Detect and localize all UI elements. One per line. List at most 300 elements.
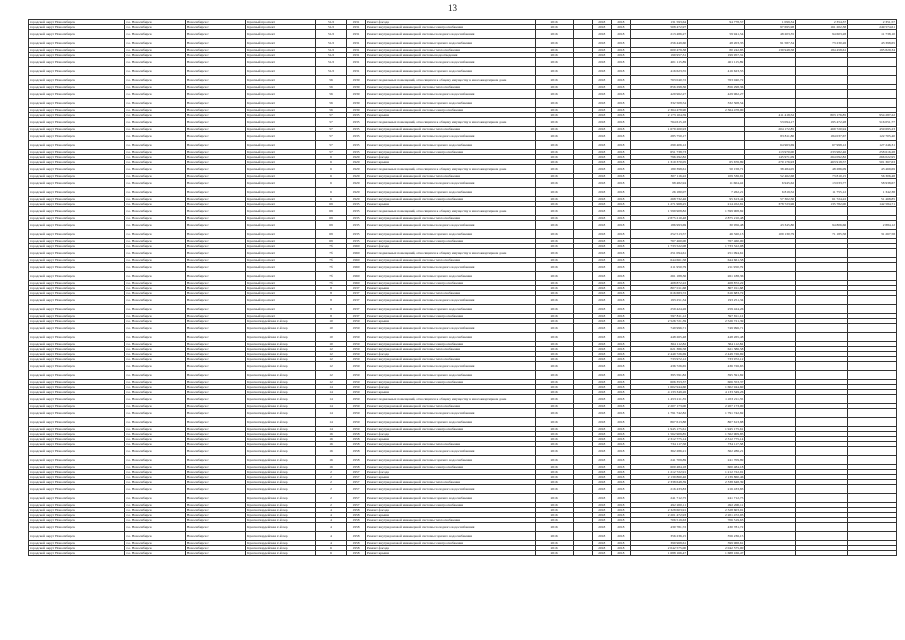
cost-part-3-cell xyxy=(796,371,848,380)
end-year-cell: 2018 xyxy=(611,25,630,30)
end-year-cell: 2018 xyxy=(611,409,630,418)
total-cost-cell: 259 424,26 xyxy=(630,305,687,314)
cost-part-4-cell xyxy=(848,418,897,427)
end-year-cell: 2018 xyxy=(611,352,630,357)
settlement-cell: г.о. Новосибирск xyxy=(125,485,185,494)
end-year-cell: 2018 xyxy=(611,371,630,380)
table-row xyxy=(29,551,897,556)
total-cost-cell: 2 042 575,00 xyxy=(630,546,687,551)
house-number-cell: 4 xyxy=(316,513,347,518)
street-cell: Красногвардейская 2-й пер xyxy=(246,475,316,480)
work-type-cell: Ремонт внутридомовой инженерной системы теплоснабжения xyxy=(365,85,535,90)
settlement-cell: г.о. Новосибирск xyxy=(125,362,185,371)
year-built-cell: 1958 xyxy=(346,513,365,518)
city-cell: Новосибирск г xyxy=(185,324,245,333)
total-cost-cell: 2 338 648,39 xyxy=(630,480,687,485)
cost-part-1-cell: 48 203,35 xyxy=(688,39,745,48)
cost-part-1-cell: 734 117,58 xyxy=(688,442,745,447)
end-year-cell: 2018 xyxy=(611,347,630,352)
cost-part-2-cell: 109 130,79 xyxy=(745,230,796,239)
cost-part-1-cell: 199 957,31 xyxy=(688,53,745,58)
house-number-cell: 12 xyxy=(316,362,347,371)
year-built-cell: 1929 xyxy=(346,155,365,160)
cost-part-1-cell: 706 519,63 xyxy=(688,518,745,523)
plan-year-cell: 2016 xyxy=(535,216,573,221)
street-cell: Красный проспект xyxy=(246,25,316,30)
house-number-cell: 51/2 xyxy=(316,53,347,58)
work-type-cell: Ремонт крыши xyxy=(365,113,535,118)
plan-year-cell: 2016 xyxy=(535,202,573,207)
start-year-cell: 2018 xyxy=(592,470,611,475)
house-number-cell: 69 xyxy=(316,207,347,216)
start-year-cell: 2018 xyxy=(592,141,611,150)
cost-part-2-cell xyxy=(745,409,796,418)
settlement-cell: г.о. Новосибирск xyxy=(125,202,185,207)
total-cost-cell: 767 460,00 xyxy=(630,239,687,244)
house-number-cell: 2 xyxy=(316,475,347,480)
house-number-cell: 56 xyxy=(316,76,347,85)
city-cell: Новосибирск г xyxy=(185,99,245,108)
year-built-cell: 1931 xyxy=(346,48,365,53)
total-cost-cell: 261 188,36 xyxy=(630,272,687,281)
plan-year-cell: 2016 xyxy=(535,85,573,90)
work-type-cell: Ремонт внутридомовой инженерной системы теплоснабжения xyxy=(365,480,535,485)
work-type-cell: Ремонт крыши xyxy=(365,160,535,165)
work-type-cell: Ремонт крыши xyxy=(365,475,535,480)
year-built-cell: 1957 xyxy=(346,503,365,508)
municipality-cell: городской округ Новосибирск xyxy=(29,475,125,480)
settlement-cell: г.о. Новосибирск xyxy=(125,432,185,437)
table-row xyxy=(29,395,897,404)
cost-part-3-cell: 195 472,28 xyxy=(796,118,848,127)
city-cell: Новосибирск г xyxy=(185,165,245,174)
cost-part-2-cell xyxy=(745,362,796,371)
cost-part-2-cell: 97 695,98 xyxy=(745,25,796,30)
plan-year-cell: 2016 xyxy=(535,475,573,480)
end-year-cell: 2018 xyxy=(611,155,630,160)
cost-part-1-cell: 193 251,34 xyxy=(688,296,745,305)
street-cell: Красный проспект xyxy=(246,305,316,314)
work-type-cell: Ремонт внутридомовой инженерной системы электроснабжения xyxy=(365,427,535,432)
house-number-cell: 10 xyxy=(316,342,347,347)
city-cell: Новосибирск г xyxy=(185,385,245,390)
street-cell: Красногвардейская 2-й пер xyxy=(246,546,316,551)
municipality-cell: городской округ Новосибирск xyxy=(29,503,125,508)
plan-year-cell: 2016 xyxy=(535,447,573,456)
period-cell xyxy=(573,263,592,272)
settlement-cell: г.о. Новосибирск xyxy=(125,532,185,541)
street-cell: Красногвардейская 2-й пер xyxy=(246,503,316,508)
total-cost-cell: 2 364 478,90 xyxy=(630,108,687,113)
work-type-cell: Ремонт внутридомовой инженерной системы горячего водоснабжения xyxy=(365,418,535,427)
settlement-cell: г.о. Новосибирск xyxy=(125,258,185,263)
cost-part-3-cell: 94 806,66 xyxy=(796,221,848,230)
cost-part-2-cell xyxy=(745,447,796,456)
work-type-cell: Ремонт внутридомовой инженерной системы теплоснабжения xyxy=(365,518,535,523)
settlement-cell: г.о. Новосибирск xyxy=(125,108,185,113)
house-number-cell: 8 xyxy=(316,305,347,314)
cost-part-3-cell: 73 810,15 xyxy=(796,174,848,179)
house-number-cell: 51/2 xyxy=(316,48,347,53)
city-cell: Новосибирск г xyxy=(185,286,245,291)
cost-part-2-cell: 411 418,52 xyxy=(745,113,796,118)
plan-year-cell: 2016 xyxy=(535,30,573,39)
settlement-cell: г.о. Новосибирск xyxy=(125,99,185,108)
municipality-cell: городской округ Новосибирск xyxy=(29,258,125,263)
city-cell: Новосибирск г xyxy=(185,90,245,99)
period-cell xyxy=(573,221,592,230)
end-year-cell: 2018 xyxy=(611,118,630,127)
cost-part-3-cell xyxy=(796,395,848,404)
work-type-cell: Ремонт внутридомовой инженерной системы теплоснабжения xyxy=(365,127,535,132)
end-year-cell: 2018 xyxy=(611,281,630,286)
city-cell: Новосибирск г xyxy=(185,174,245,179)
year-built-cell: 1958 xyxy=(346,447,365,456)
cost-part-3-cell: 184 458,61 xyxy=(796,48,848,53)
street-cell: Красный проспект xyxy=(246,197,316,202)
house-number-cell: 51/2 xyxy=(316,39,347,48)
start-year-cell: 2018 xyxy=(592,518,611,523)
year-built-cell: 1960 xyxy=(346,244,365,249)
year-built-cell: 1960 xyxy=(346,263,365,272)
city-cell: Новосибирск г xyxy=(185,513,245,518)
cost-part-4-cell: 58 938,67 xyxy=(848,179,897,188)
work-type-cell: Ремонт внутридомовой инженерной системы горячего водоснабжения xyxy=(365,99,535,108)
house-number-cell: 56 xyxy=(316,90,347,99)
cost-part-1-cell: 46 320,13 xyxy=(688,230,745,239)
total-cost-cell: 600 484,18 xyxy=(630,465,687,470)
street-cell: Красногвардейская 2-й пер xyxy=(246,541,316,546)
city-cell: Новосибирск г xyxy=(185,25,245,30)
municipality-cell: городской округ Новосибирск xyxy=(29,58,125,67)
total-cost-cell: 448 265,48 xyxy=(630,333,687,342)
cost-part-1-cell: 2 449 726,69 xyxy=(688,352,745,357)
end-year-cell: 2018 xyxy=(611,67,630,76)
settlement-cell: г.о. Новосибирск xyxy=(125,437,185,442)
plan-year-cell: 2016 xyxy=(535,508,573,513)
city-cell: Новосибирск г xyxy=(185,202,245,207)
city-cell: Новосибирск г xyxy=(185,188,245,197)
municipality-cell: городской округ Новосибирск xyxy=(29,202,125,207)
total-cost-cell: 651 738,73 xyxy=(630,150,687,155)
cost-part-4-cell xyxy=(848,551,897,556)
city-cell: Новосибирск г xyxy=(185,67,245,76)
city-cell: Новосибирск г xyxy=(185,503,245,508)
work-type-cell: Ремонт внутридомовой инженерной системы электроснабжения xyxy=(365,541,535,546)
city-cell: Новосибирск г xyxy=(185,113,245,118)
plan-year-cell: 2016 xyxy=(535,357,573,362)
start-year-cell: 2018 xyxy=(592,503,611,508)
work-type-cell: Ремонт внутридомовой инженерной системы холодного водоснабжения xyxy=(365,30,535,39)
street-cell: Красный проспект xyxy=(246,30,316,39)
house-number-cell: 4 xyxy=(316,532,347,541)
total-cost-cell: 241 712,75 xyxy=(630,494,687,503)
table-row xyxy=(29,272,897,281)
city-cell: Новосибирск г xyxy=(185,314,245,319)
table-row xyxy=(29,132,897,141)
end-year-cell: 2018 xyxy=(611,90,630,99)
settlement-cell: г.о. Новосибирск xyxy=(125,404,185,409)
city-cell: Новосибирск г xyxy=(185,442,245,447)
street-cell: Красный проспект xyxy=(246,160,316,165)
house-number-cell: 4 xyxy=(316,518,347,523)
cost-part-3-cell: 469 720,94 xyxy=(796,127,848,132)
total-cost-cell: 734 117,58 xyxy=(630,442,687,447)
end-year-cell: 2018 xyxy=(611,132,630,141)
settlement-cell: г.о. Новосибирск xyxy=(125,160,185,165)
municipality-cell: городской округ Новосибирск xyxy=(29,165,125,174)
street-cell: Красногвардейская 2-й пер xyxy=(246,494,316,503)
settlement-cell: г.о. Новосибирск xyxy=(125,380,185,385)
cost-part-4-cell xyxy=(848,523,897,532)
work-type-cell: Ремонт внутридомовой инженерной системы электроснабжения xyxy=(365,197,535,202)
table-row xyxy=(29,296,897,305)
work-type-cell: Ремонт внутридомовой инженерной системы горячего водоснабжения xyxy=(365,456,535,465)
year-built-cell: 1937 xyxy=(346,305,365,314)
table-row xyxy=(29,409,897,418)
settlement-cell: г.о. Новосибирск xyxy=(125,207,185,216)
municipality-cell: городской округ Новосибирск xyxy=(29,244,125,249)
cost-part-1-cell: 211 950,79 xyxy=(688,263,745,272)
total-cost-cell: 606 353,37 xyxy=(630,380,687,385)
cost-part-1-cell: 621 386,58 xyxy=(688,347,745,352)
total-cost-cell: 2 173 104,59 xyxy=(630,113,687,118)
year-built-cell: 1959 xyxy=(346,324,365,333)
work-type-cell: Ремонт фасада xyxy=(365,508,535,513)
end-year-cell: 2018 xyxy=(611,447,630,456)
table-row xyxy=(29,67,897,76)
start-year-cell: 2018 xyxy=(592,305,611,314)
period-cell xyxy=(573,90,592,99)
plan-year-cell: 2016 xyxy=(535,418,573,427)
period-cell xyxy=(573,395,592,404)
table-row xyxy=(29,447,897,456)
end-year-cell: 2018 xyxy=(611,230,630,239)
street-cell: Красный проспект xyxy=(246,155,316,160)
house-number-cell: 6 xyxy=(316,179,347,188)
plan-year-cell: 2016 xyxy=(535,90,573,99)
start-year-cell: 2018 xyxy=(592,395,611,404)
settlement-cell: г.о. Новосибирск xyxy=(125,546,185,551)
end-year-cell: 2018 xyxy=(611,314,630,319)
period-cell xyxy=(573,118,592,127)
year-built-cell: 1935 xyxy=(346,113,365,118)
cost-part-1-cell: 2 526 721,39 xyxy=(688,319,745,324)
end-year-cell: 2018 xyxy=(611,160,630,165)
table-row xyxy=(29,179,897,188)
city-cell: Новосибирск г xyxy=(185,508,245,513)
settlement-cell: г.о. Новосибирск xyxy=(125,319,185,324)
cost-part-4-cell xyxy=(848,371,897,380)
settlement-cell: г.о. Новосибирск xyxy=(125,174,185,179)
cost-part-1-cell xyxy=(688,132,745,141)
work-type-cell: Ремонт внутридомовой инженерной системы холодного водоснабжения xyxy=(365,409,535,418)
start-year-cell: 2018 xyxy=(592,165,611,174)
plan-year-cell: 2016 xyxy=(535,296,573,305)
start-year-cell: 2018 xyxy=(592,286,611,291)
cost-part-1-cell: 1 453 211,35 xyxy=(688,395,745,404)
total-cost-cell: 256 449,60 xyxy=(630,39,687,48)
end-year-cell: 2018 xyxy=(611,324,630,333)
settlement-cell: г.о. Новосибирск xyxy=(125,76,185,85)
settlement-cell: г.о. Новосибирск xyxy=(125,48,185,53)
end-year-cell: 2018 xyxy=(611,442,630,447)
city-cell: Новосибирск г xyxy=(185,418,245,427)
cost-part-1-cell: 436 726,65 xyxy=(688,362,745,371)
house-number-cell: 16 xyxy=(316,456,347,465)
total-cost-cell: 98 482,94 xyxy=(630,179,687,188)
plan-year-cell: 2016 xyxy=(535,258,573,263)
municipality-cell: городской округ Новосибирск xyxy=(29,281,125,286)
work-type-cell: Ремонт фасада xyxy=(365,20,535,25)
cost-part-4-cell: 258 616,28 xyxy=(848,150,897,155)
plan-year-cell: 2016 xyxy=(535,503,573,508)
plan-year-cell: 2016 xyxy=(535,141,573,150)
work-type-cell: Ремонт внутридомовой инженерной системы электроснабжения xyxy=(365,150,535,155)
cost-part-3-cell xyxy=(796,58,848,67)
work-type-cell: Ремонт внутридомовой инженерной системы холодного водоснабжения xyxy=(365,179,535,188)
work-type-cell: Ремонт внутридомовой инженерной системы холодного водоснабжения xyxy=(365,523,535,532)
start-year-cell: 2018 xyxy=(592,197,611,202)
total-cost-cell: 1 599 908,82 xyxy=(630,207,687,216)
house-number-cell: 69 xyxy=(316,239,347,244)
cost-part-4-cell xyxy=(848,58,897,67)
total-cost-cell: 1 733 522,08 xyxy=(630,244,687,249)
year-built-cell: 1929 xyxy=(346,197,365,202)
cost-part-2-cell xyxy=(745,90,796,99)
street-cell: Красный проспект xyxy=(246,85,316,90)
city-cell: Новосибирск г xyxy=(185,546,245,551)
street-cell: Красный проспект xyxy=(246,291,316,296)
total-cost-cell: 401 115,89 xyxy=(630,58,687,67)
work-type-cell: Ремонт подвальных помещений, относящихся к общему имуществу в многоквартирном доме xyxy=(365,165,535,174)
municipality-cell: городской округ Новосибирск xyxy=(29,155,125,160)
cost-part-3-cell xyxy=(796,456,848,465)
start-year-cell: 2018 xyxy=(592,432,611,437)
year-built-cell: 1931 xyxy=(346,39,365,48)
cost-part-1-cell: 59 941,54 xyxy=(688,30,745,39)
cost-part-3-cell: 264 092,82 xyxy=(796,155,848,160)
period-cell xyxy=(573,179,592,188)
settlement-cell: г.о. Новосибирск xyxy=(125,395,185,404)
cost-part-1-cell: 362 286,21 xyxy=(688,447,745,456)
cost-part-1-cell: 1 599 908,82 xyxy=(688,207,745,216)
municipality-cell: городской округ Новосибирск xyxy=(29,319,125,324)
year-built-cell: 1959 xyxy=(346,371,365,380)
work-type-cell: Ремонт внутридомовой инженерной системы теплоснабжения xyxy=(365,404,535,409)
city-cell: Новосибирск г xyxy=(185,437,245,442)
table-row xyxy=(29,99,897,108)
end-year-cell: 2018 xyxy=(611,485,630,494)
plan-year-cell: 2016 xyxy=(535,197,573,202)
work-type-cell: Ремонт внутридомовой инженерной системы электроснабжения xyxy=(365,503,535,508)
plan-year-cell: 2016 xyxy=(535,179,573,188)
cost-part-1-cell: 80 242,85 xyxy=(688,48,745,53)
start-year-cell: 2018 xyxy=(592,179,611,188)
start-year-cell: 2018 xyxy=(592,272,611,281)
city-cell: Новосибирск г xyxy=(185,85,245,90)
work-type-cell: Ремонт внутридомовой инженерной системы электроснабжения xyxy=(365,314,535,319)
year-built-cell: 1931 xyxy=(346,20,365,25)
period-cell xyxy=(573,305,592,314)
table-row xyxy=(29,324,897,333)
house-number-cell: 16 xyxy=(316,432,347,437)
municipality-cell: городской округ Новосибирск xyxy=(29,427,125,432)
work-type-cell: Ремонт крыши xyxy=(365,551,535,556)
end-year-cell: 2018 xyxy=(611,390,630,395)
work-type-cell: Ремонт фасада xyxy=(365,244,535,249)
plan-year-cell: 2016 xyxy=(535,456,573,465)
plan-year-cell: 2016 xyxy=(535,404,573,409)
total-cost-cell: 362 286,21 xyxy=(630,447,687,456)
total-cost-cell: 216 433,83 xyxy=(630,485,687,494)
end-year-cell: 2018 xyxy=(611,470,630,475)
house-number-cell: 7б xyxy=(316,272,347,281)
year-built-cell: 1958 xyxy=(346,532,365,541)
year-built-cell: 1931 xyxy=(346,30,365,39)
municipality-cell: городской округ Новосибирск xyxy=(29,296,125,305)
plan-year-cell: 2016 xyxy=(535,286,573,291)
municipality-cell: городской округ Новосибирск xyxy=(29,546,125,551)
end-year-cell: 2018 xyxy=(611,305,630,314)
work-type-cell: Ремонт внутридомовой инженерной системы электроснабжения xyxy=(365,380,535,385)
settlement-cell: г.о. Новосибирск xyxy=(125,67,185,76)
municipality-cell: городской округ Новосибирск xyxy=(29,221,125,230)
plan-year-cell: 2016 xyxy=(535,281,573,286)
start-year-cell: 2018 xyxy=(592,281,611,286)
settlement-cell: г.о. Новосибирск xyxy=(125,475,185,480)
cost-part-1-cell: 416 623,55 xyxy=(688,67,745,76)
settlement-cell: г.о. Новосибирск xyxy=(125,333,185,342)
house-number-cell: 6 xyxy=(316,160,347,165)
settlement-cell: г.о. Новосибирск xyxy=(125,281,185,286)
year-built-cell: 1935 xyxy=(346,150,365,155)
period-cell xyxy=(573,523,592,532)
start-year-cell: 2018 xyxy=(592,475,611,480)
cost-part-3-cell xyxy=(796,305,848,314)
settlement-cell: г.о. Новосибирск xyxy=(125,150,185,155)
municipality-cell: городской округ Новосибирск xyxy=(29,432,125,437)
street-cell: Красногвардейская 2-й пер xyxy=(246,432,316,437)
cost-part-3-cell xyxy=(796,296,848,305)
house-number-cell: 10 xyxy=(316,319,347,324)
plan-year-cell: 2016 xyxy=(535,432,573,437)
total-cost-cell: 1 319 370,05 xyxy=(630,160,687,165)
work-type-cell: Ремонт внутридомовой инженерной системы электроснабжения xyxy=(365,342,535,347)
cost-part-4-cell xyxy=(848,305,897,314)
settlement-cell: г.о. Новосибирск xyxy=(125,551,185,556)
work-type-cell: Ремонт внутридомовой инженерной системы теплоснабжения xyxy=(365,347,535,352)
cost-part-3-cell xyxy=(796,494,848,503)
cost-part-4-cell: 43 398,65 xyxy=(848,39,897,48)
total-cost-cell: 1 688 166,47 xyxy=(630,551,687,556)
year-built-cell: 1935 xyxy=(346,230,365,239)
municipality-cell: городской округ Новосибирск xyxy=(29,20,125,25)
plan-year-cell: 2016 xyxy=(535,249,573,258)
street-cell: Красный проспект xyxy=(246,141,316,150)
end-year-cell: 2018 xyxy=(611,518,630,523)
street-cell: Красный проспект xyxy=(246,150,316,155)
cost-part-2-cell: 139 948,58 xyxy=(745,48,796,53)
city-cell: Новосибирск г xyxy=(185,342,245,347)
cost-part-2-cell: 378 723,96 xyxy=(745,202,796,207)
year-built-cell: 1958 xyxy=(346,541,365,546)
table-row xyxy=(29,333,897,342)
total-cost-cell: 1 271 968,25 xyxy=(630,202,687,207)
city-cell: Новосибирск г xyxy=(185,127,245,132)
start-year-cell: 2018 xyxy=(592,362,611,371)
table-row xyxy=(29,371,897,380)
